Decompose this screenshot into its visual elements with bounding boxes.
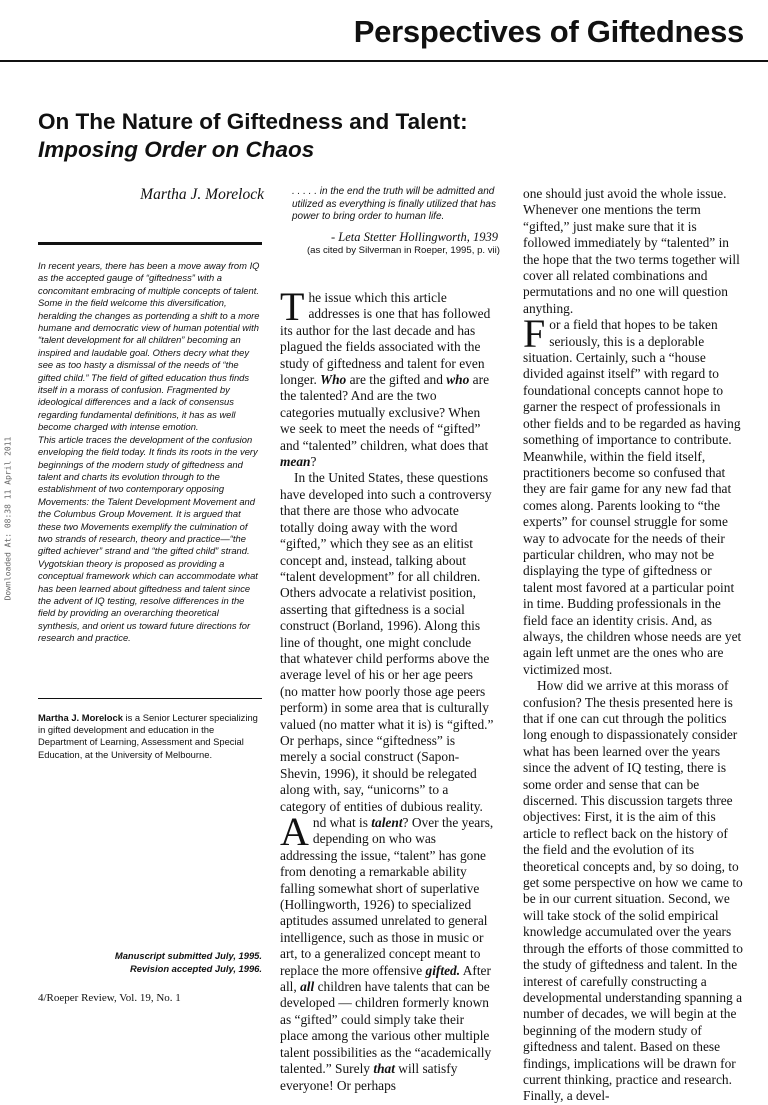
title-line-2: Imposing Order on Chaos <box>38 137 315 162</box>
bio-rule <box>38 698 262 699</box>
abstract-paragraph: This article traces the development of the confusion enveloping the field today. It finds its roots in the very beginnings of the modern study of giftedness and talent and charts its evolution through to the establishment of two contemporary opposing Movements: the Talent Development Movement and the Columbus Group Movement. It is argued that these two Movements exemplify the culmination of two strands of research, theory and practice—“the gifted achiever” strand and “the gifted child” strand. Vygotskian theory is proposed as providing a conceptual framework which can accommodate what has been learned about giftedness and talent since the advent of IQ testing, resolve differences in the field by providing an overarching theoretical synthesis, and orient us toward future directions for research and practice. <box>38 433 258 644</box>
body-emphasis: mean <box>280 454 311 470</box>
body-emphasis: that <box>373 1061 395 1077</box>
download-stamp: Downloaded At: 08:38 11 April 2011 <box>3 436 13 601</box>
drop-cap: A <box>280 809 309 854</box>
drop-cap: T <box>280 284 305 329</box>
body-text: After all, <box>280 962 491 995</box>
epigraph-quote: . . . . . in the end the truth will be admitted and utilized as everything is finally utilized that has power to bring order to human life. <box>292 186 496 223</box>
body-emphasis: talent <box>371 815 403 830</box>
manuscript-accepted: Revision accepted July, 1996. <box>129 962 262 974</box>
body-text: will satisfy everyone! Or perhaps <box>280 1061 458 1093</box>
body-column-2 <box>280 284 494 1094</box>
body-column-3 <box>523 186 743 1105</box>
abstract-paragraph: In recent years, there has been a move away from IQ as the accepted gauge of “giftedness” with a concomitant embracing of multiple concepts of talent. Some in the field welcome this diversification, heralding the changes as portending a shift to a more humane and democratic view of human potential with “talent development for all children” becoming an inspired and laudable goal. Others decry what they see as too hasty a dismissal of the needs of “the gifted child.” The field of gifted education thus finds itself in a morass of confusion. Fragmented by ideological differences and a lack of consensus regarding fundamental definitions, it has as well become charged with intense emotion. <box>38 260 260 433</box>
body-text: children have talents that can be developed — children formerly known as “gifted” could simply take their place among the various other multiple talent possibilities as the “academically talented.” Surely <box>280 979 492 1077</box>
running-header-title: Perspectives of Giftedness <box>353 14 744 49</box>
author-bio <box>38 712 262 761</box>
body-text: he issue which this article addresses is one that has followed its author for the last decade and has plagued the fields associated with the study of giftedness and talent for even longer. <box>280 290 491 388</box>
body-emphasis: gifted. <box>425 962 461 978</box>
body-text: are the talented? And are the two categories mutually exclusive? When we seek to meet the needs of “gifted” and “talented” children, what does that <box>280 372 490 453</box>
page-footer: 4/Roeper Review, Vol. 19, No. 1 <box>38 992 181 1004</box>
abstract-top-rule <box>38 242 262 245</box>
body-emphasis: Who <box>320 372 347 388</box>
manuscript-dates <box>50 950 262 975</box>
body-text: ? Over the years, depending on who was addressing the issue, “talent” has gone from denoting a remarkable ability falling somewhat short of superlative (Hollingworth, 1926) to specialized aptitudes assumed unrelated to general intelligence, such as those in music or art, to a generalized concept meant to replace the more offensive <box>280 815 494 978</box>
epigraph-attribution: - Leta Stetter Hollingworth, 1939 <box>330 229 498 244</box>
epigraph <box>280 186 500 256</box>
body-text: or a field that hopes to be taken seriously, this is a deplorable situation. Certainly, such a “house divided against itself” with regard to foundational concepts cannot hope to garner the respect of professionals in other fields and to be regarded as having something of importance to contribute. Meanwhile, within the field itself, practitioners become so confused that they are fair game for any new fad that comes along. Parents looking to “the experts” for counsel struggle for some way to advocate for the needs of their particular children, who may not be displaying the type of giftedness or talent most favored at a particular point in time. Budding professionals in the field face an identity crisis. And, as always, the children whose needs are yet again left unmet are the ones who are victimized most. <box>523 317 742 677</box>
body-paragraph <box>523 311 743 678</box>
body-emphasis: who <box>446 372 470 388</box>
body-paragraph: How did we arrive at this morass of confusion? The thesis presented here is that if one can cut through the politics long enough to dispassionately consider what has been learned over the years since the advent of IQ testing, there is some order and sense that can be discerned. This discussion targets three objectives: First, it is the aim of this article to reflect back on the history of the field and the evolution of its theoretical concepts and, by so doing, to get some perspective on how we came to be in our current situation. Second, we will take stock of the solid empirical knowledge accumulated over the years through the efforts of those committed to the study of giftedness and talent. In the interest of carefully constructing a developmental understanding spanning a number of decades, we will begin at the beginning of the modern study of giftedness and talent. Based on these findings, implications will be drawn for current thinking, practice and research. Finally, a devel- <box>523 678 743 1104</box>
body-paragraph: In the United States, these questions have developed into such a controversy that there are those who advocate totally doing away with the word “gifted,” which they see as an elitist concept and, instead, talking about “talent development” for all children. Others advocate a relativist position, asserting that giftedness is a social construct (Borland, 1996). Along this line of thought, one might conclude that whatever child performs above the average level of his or her age peers (no matter how poorly those age peers perform) in some area that is culturally valued (no matter what it is) is “gifted.” Or perhaps, since “giftedness” is merely a social construct (Sapon-Shevin, 1996), it should be relegated along with, say, “unicorns” to a category of entities of dubious reality. <box>280 470 494 814</box>
title-line-1: On The Nature of Giftedness and Talent: <box>38 109 468 134</box>
body-paragraph <box>280 284 494 470</box>
body-text: ? <box>310 454 317 470</box>
bio-text: is a Senior Lecturer specializing in gifted development and education in the Department of Learning, Assessment and Special Education, at the University of Melbourne. <box>38 712 258 760</box>
header-rule <box>0 60 768 62</box>
manuscript-submitted: Manuscript submitted July, 1995. <box>114 950 262 961</box>
body-emphasis: all <box>300 979 315 995</box>
body-text: nd what is <box>312 815 372 830</box>
abstract <box>38 260 262 645</box>
epigraph-citation: (as cited by Silverman in Roeper, 1995, p. vii) <box>306 244 500 256</box>
bio-name: Martha J. Morelock <box>38 712 123 723</box>
body-text: are the gifted and <box>346 372 447 388</box>
article-title <box>38 108 738 164</box>
drop-cap: F <box>523 311 546 357</box>
author-name: Martha J. Morelock <box>140 186 264 203</box>
body-paragraph: one should just avoid the whole issue. Whenever one mentions the term “gifted,” just make sure that it is followed immediately by “talented” in the hope that the two terms together will cover all related combinations and permutations and no one will question anything. <box>523 186 740 316</box>
body-paragraph <box>280 809 494 1094</box>
